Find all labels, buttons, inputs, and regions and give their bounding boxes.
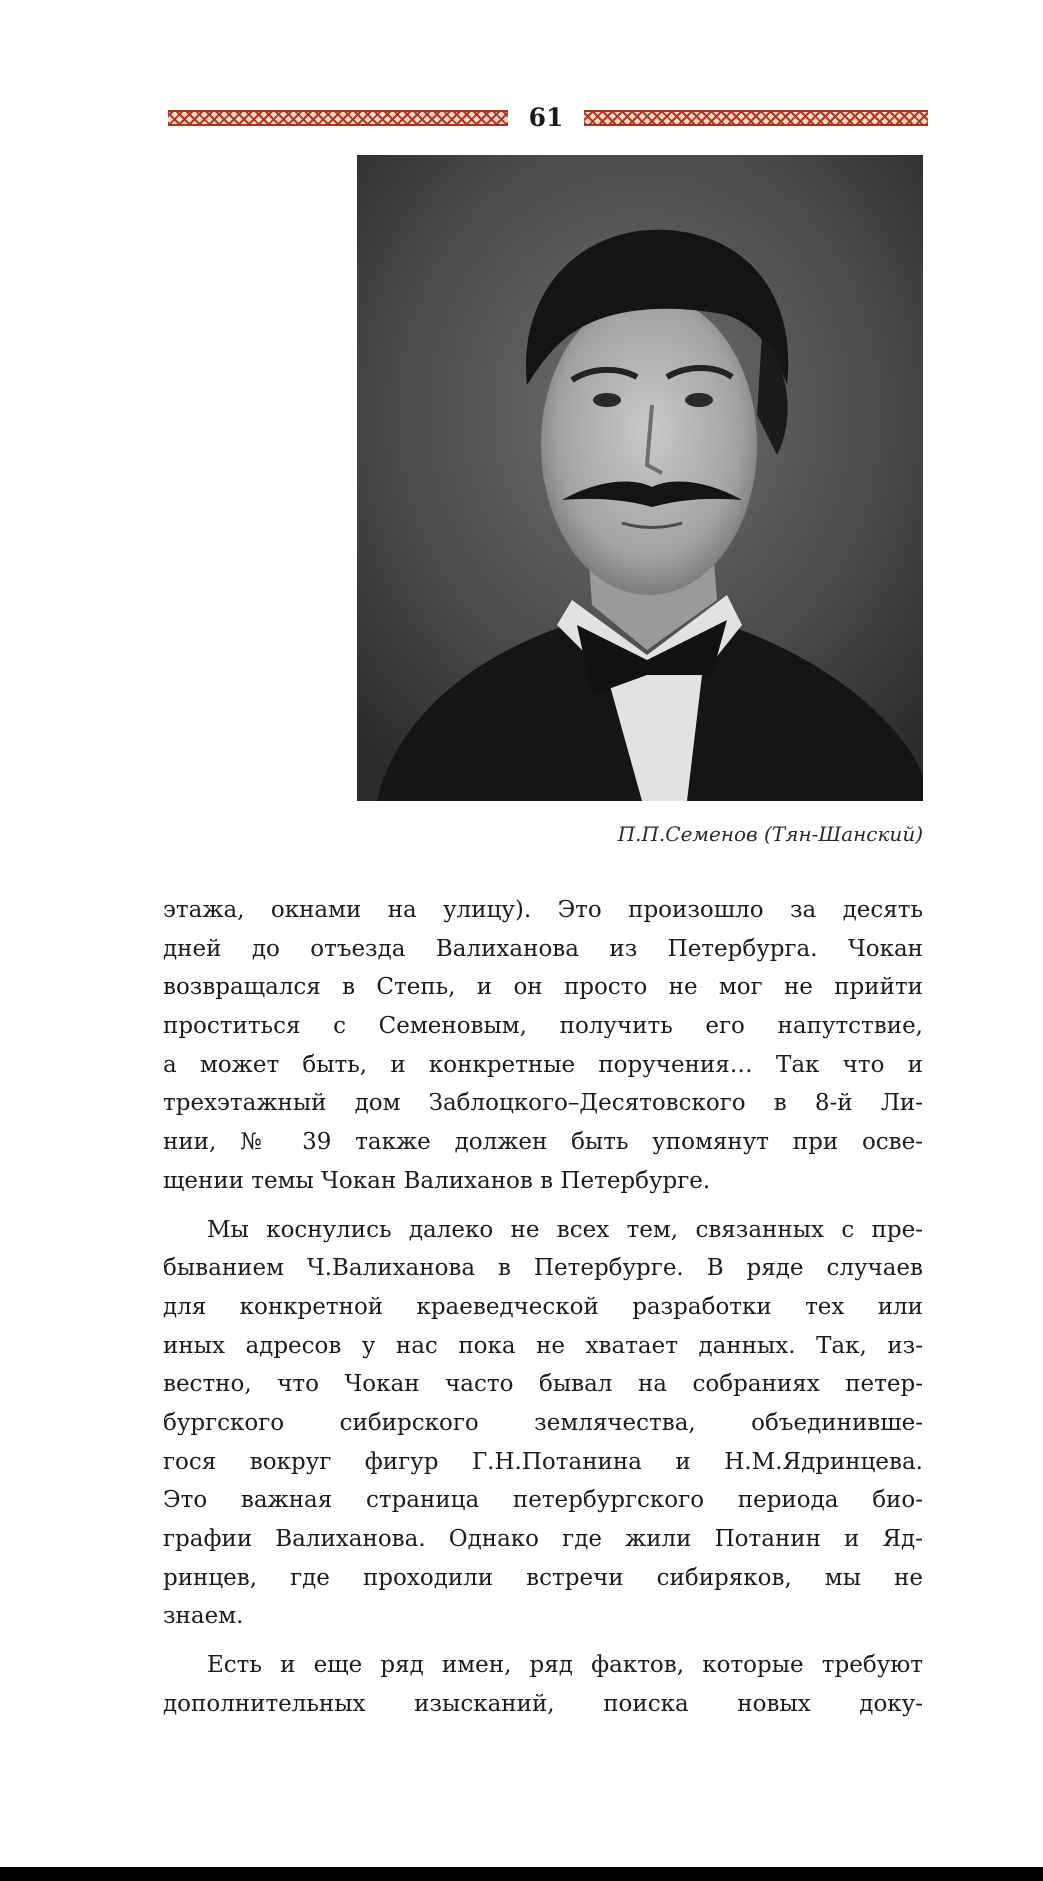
ornament-band-right <box>584 110 928 126</box>
text-line: иных адресов у нас пока не хватает данных. Так, из- <box>163 1332 923 1359</box>
text-line: дополнительных изысканий, поиска новых доку- <box>163 1690 923 1717</box>
text-line: этажа, окнами на улицу). Это произошло за десять <box>163 897 923 923</box>
text-line: ринцев, где проходили встречи сибиряков, мы не <box>163 1564 923 1591</box>
text-line: вестно, что Чокан часто бывал на собраниях петер- <box>163 1371 923 1398</box>
text-line: щении темы Чокан Валиханов в Петербурге. <box>163 1167 711 1194</box>
ornament-band-left <box>168 110 508 126</box>
text-line: дней до отъезда Валиханова из Петербурга. Чокан <box>163 935 923 962</box>
body-text <box>163 891 923 1723</box>
text-line: гося вокруг фигур Г.Н.Потанина и Н.М.Ядринцева. <box>163 1448 923 1475</box>
text-line: Это важная страница петербургского периода био- <box>163 1487 923 1514</box>
running-header <box>168 103 928 133</box>
text-line: а может быть, и конкретные поручения… Так что и <box>163 1051 923 1078</box>
figure-caption: П.П.Семенов (Тян-Шанский) <box>617 822 923 846</box>
text-line: графии Валиханова. Однако где жили Потанин и Яд- <box>163 1526 923 1552</box>
text-line: для конкретной краеведческой разработки тех или <box>163 1293 923 1320</box>
text-line: нии, № 39 также должен быть упомянут при осве- <box>163 1129 923 1156</box>
text-line: Мы коснулись далеко не всех тем, связанных с пре- <box>207 1216 923 1243</box>
text-line: возвращался в Степь, и он просто не мог не прийти <box>163 974 923 1001</box>
page-bottom-edge <box>0 1867 1043 1881</box>
text-line: Есть и еще ряд имен, ряд фактов, которые требуют <box>207 1652 923 1679</box>
text-line: проститься с Семеновым, получить его напутствие, <box>163 1013 923 1040</box>
page-number: 61 <box>528 103 564 132</box>
text-line: трехэтажный дом Заблоцкого–Десятовского в 8-й Ли- <box>163 1090 923 1117</box>
text-line: быванием Ч.Валиханова в Петербурге. В ряде случаев <box>163 1255 923 1282</box>
portrait-photo <box>357 155 923 801</box>
text-line: знаем. <box>163 1603 244 1630</box>
portrait-illustration <box>357 155 923 801</box>
text-line: бургского сибирского землячества, объединивше- <box>163 1409 923 1436</box>
